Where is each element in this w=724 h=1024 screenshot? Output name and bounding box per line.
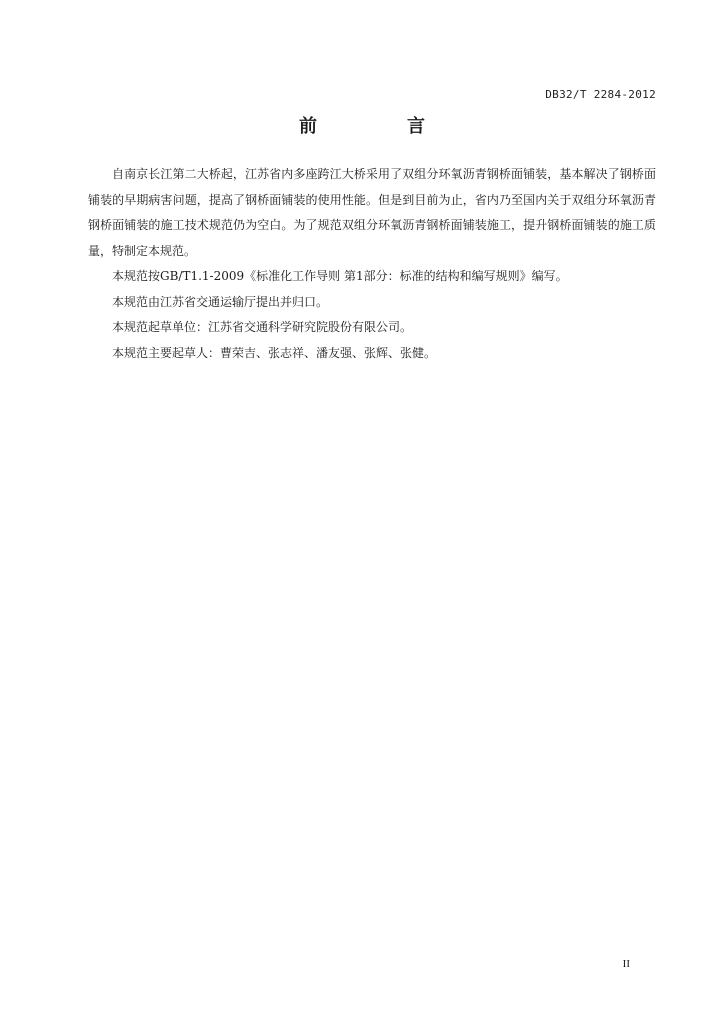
standard-code: DB32/T 2284-2012: [545, 88, 656, 101]
paragraph-drafting-unit: 本规范起草单位：江苏省交通科学研究院股份有限公司。: [112, 320, 413, 334]
page-title: 前 言: [299, 116, 461, 137]
page-number: II: [622, 958, 630, 970]
paragraph-proposer: 本规范由江苏省交通运输厅提出并归口。: [112, 294, 329, 309]
paragraph-drafting-basis: 本规范按GB/T1.1-2009《标准化工作导则 第1部分：标准的结构和编写规则》编写。: [112, 269, 568, 283]
paragraph-intro: 自南京长江第二大桥起，江苏省内多座跨江大桥采用了双组分环氧沥青钢桥面铺装，基本解决了钢桥面铺装的早期病害问题，提高了钢桥面铺装的使用性能。但是到目前为止，省内乃至国内关于双组分环氧沥青钢桥面铺装的施工技术规范仍为空白。为了规范双组分环氧沥青钢桥面铺装施工，提升钢桥面铺装的施工质量，特制定本规范。: [88, 167, 656, 258]
paragraph-drafters: 本规范主要起草人：曹荣吉、张志祥、潘友强、张辉、张健。: [112, 345, 437, 360]
foreword-body: [88, 162, 656, 366]
